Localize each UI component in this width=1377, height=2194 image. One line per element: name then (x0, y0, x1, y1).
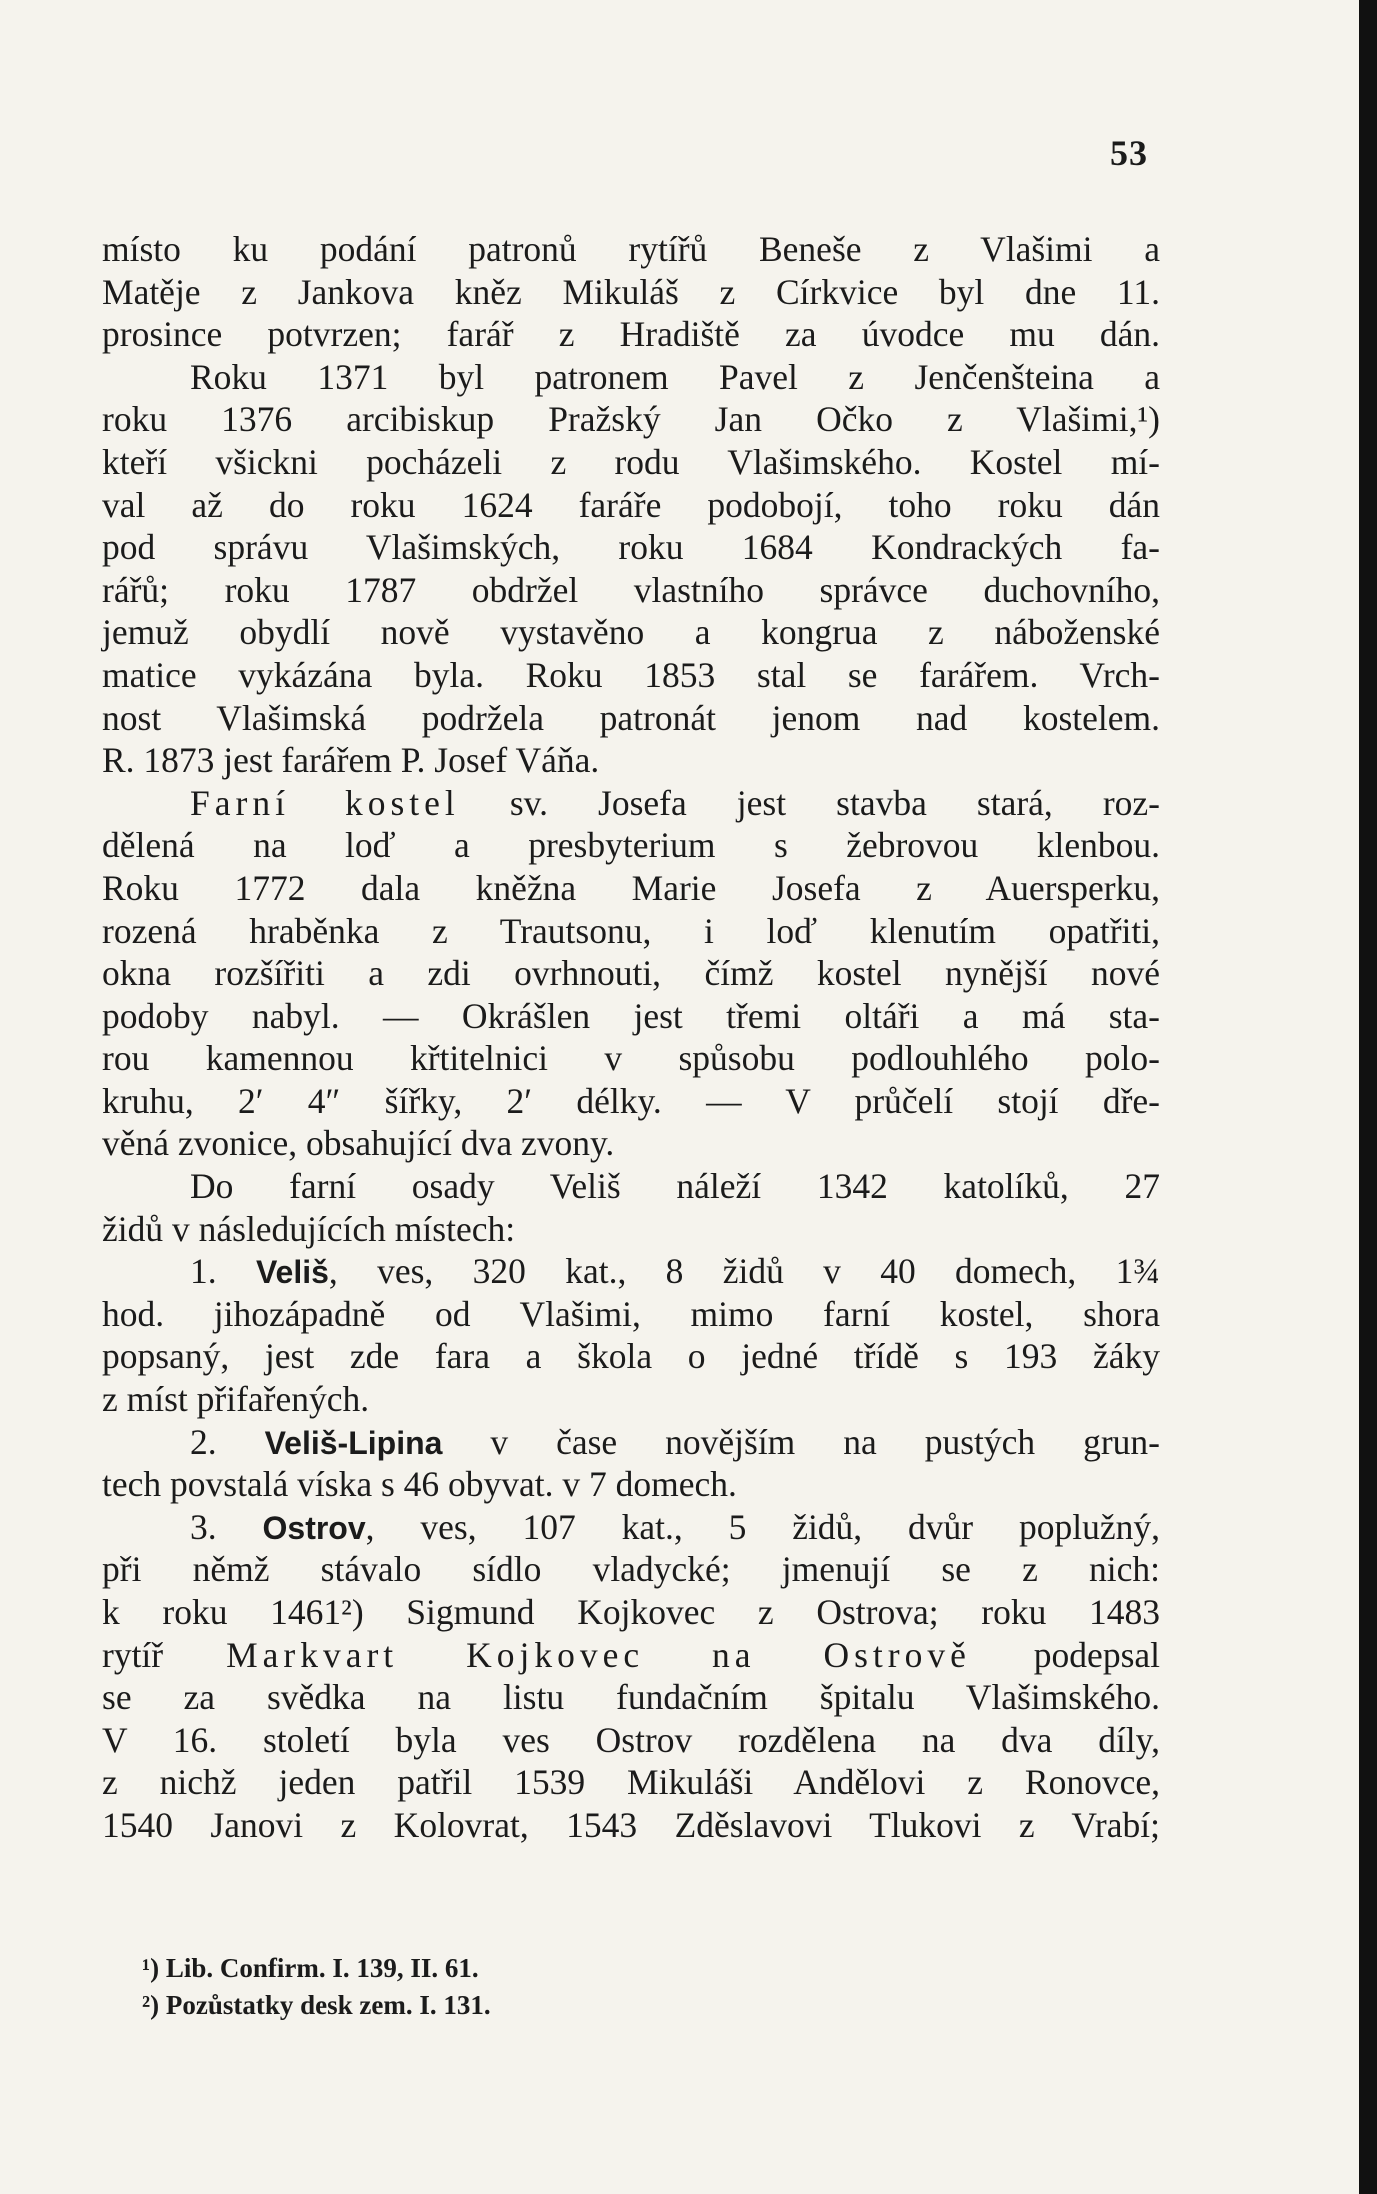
line-text: Matěje z Jankova kněz Mikuláš z Církvice byl dne 11. (102, 271, 1160, 312)
text-line (102, 526, 1160, 569)
line-text: roku 1376 arcibiskup Pražský Jan Očko z Vlašimi,¹) (102, 399, 1160, 440)
text-line (102, 1463, 1160, 1506)
line-text: pod správu Vlašimských, roku 1684 Kondrackých fa- (102, 527, 1160, 568)
text-line (102, 356, 1160, 399)
line-text: z nichž jeden patřil 1539 Mikuláši Andělovi z Ronovce, (102, 1762, 1160, 1803)
line-text: Roku 1772 dala kněžna Marie Josefa z Auersperku, (102, 867, 1160, 908)
footnote-2: ²) Pozůstatky desk zem. I. 131. (142, 1990, 491, 2020)
line-rest: podepsal (970, 1634, 1161, 1675)
line-text: okna rozšířiti a zdi ovrhnouti, čímž kostel nynější nové (102, 953, 1160, 994)
line-rest: v čase novějším na pustých grun- (442, 1421, 1160, 1462)
line-text: hod. jihozápadně od Vlašimi, mimo farní kostel, shora (102, 1293, 1160, 1334)
text-line (102, 313, 1160, 356)
text-line (102, 1719, 1160, 1762)
spaced-emphasis: Markvart Kojkovec na Ostrově (226, 1634, 971, 1675)
text-line (102, 1335, 1160, 1378)
line-rest: , ves, 107 kat., 5 židů, dvůr poplužný, (365, 1506, 1160, 1547)
text-line (102, 1676, 1160, 1719)
place-name: Ostrov (262, 1509, 366, 1546)
text-line (102, 995, 1160, 1038)
line-text: matice vykázána byla. Roku 1853 stal se farářem. Vrch- (102, 654, 1160, 695)
text-line (102, 484, 1160, 527)
text-line (102, 1804, 1160, 1847)
line-text: nost Vlašimská podržela patronát jenom nad kostelem. (102, 697, 1160, 738)
text-line (102, 569, 1160, 612)
text-line (102, 1421, 1160, 1464)
line-text: rářů; roku 1787 obdržel vlastního správce duchovního, (102, 569, 1160, 610)
line-prefix: rytíř (102, 1634, 227, 1675)
text-line (102, 611, 1160, 654)
spaced-emphasis: Farní kostel (190, 782, 460, 823)
text-line (102, 1761, 1160, 1804)
page-number: 53 (1110, 133, 1148, 173)
text-line (102, 824, 1160, 867)
footnotes (142, 1950, 1042, 2024)
text-line (102, 1208, 1160, 1251)
body-text (102, 228, 1160, 1847)
place-name: Veliš-Lipina (264, 1424, 443, 1461)
line-text: prosince potvrzen; farář z Hradiště za úvodce mu dán. (102, 314, 1160, 355)
item-number: 3. (190, 1506, 217, 1547)
line-text: val až do roku 1624 faráře podobojí, toho roku dán (102, 484, 1160, 525)
text-line (102, 1080, 1160, 1123)
line-text: jemuž obydlí nově vystavěno a kongrua z náboženské (102, 612, 1160, 653)
text-line (102, 952, 1160, 995)
text-line (102, 1250, 1160, 1293)
line-text: podoby nabyl. — Okrášlen jest třemi oltáři a má sta- (102, 995, 1160, 1036)
item-number: 2. (190, 1421, 217, 1462)
line-text: V 16. století byla ves Ostrov rozdělena na dva díly, (102, 1719, 1160, 1760)
line-text: tech povstalá víska s 46 obyvat. v 7 domech. (102, 1464, 737, 1505)
place-name: Veliš (255, 1254, 329, 1291)
line-text: při němž stávalo sídlo vladycké; jmenují se z nich: (102, 1549, 1160, 1590)
item-number: 1. (190, 1251, 217, 1292)
line-text: kteří všickni pocházeli z rodu Vlašimského. Kostel mí- (102, 441, 1160, 482)
text-line (102, 867, 1160, 910)
text-line (102, 1591, 1160, 1634)
text-line (102, 739, 1160, 782)
text-line (102, 228, 1160, 271)
text-line (102, 654, 1160, 697)
line-text: židů v následujících místech: (102, 1208, 516, 1249)
line-text: se za svědka na listu fundačním špitalu Vlašimského. (102, 1677, 1160, 1718)
text-line (102, 1165, 1160, 1208)
line-text: dělená na loď a presbyterium s žebrovou klenbou. (102, 825, 1160, 866)
line-text: místo ku podání patronů rytířů Beneše z Vlašimi a (102, 229, 1160, 269)
line-text: Do farní osady Veliš náleží 1342 katolíků, 27 (190, 1166, 1160, 1207)
line-rest: , ves, 320 kat., 8 židů v 40 domech, 1¾ (328, 1251, 1161, 1292)
line-text: popsaný, jest zde fara a škola o jedné třídě s 193 žáky (102, 1336, 1160, 1377)
text-line (102, 1293, 1160, 1336)
line-text: rou kamennou křtitelnici v spůsobu podlouhlého polo- (102, 1038, 1160, 1079)
line-text: k roku 1461²) Sigmund Kojkovec z Ostrova; roku 1483 (102, 1592, 1160, 1632)
text-line (102, 398, 1160, 441)
text-line (102, 910, 1160, 953)
text-line (102, 1037, 1160, 1080)
text-line (102, 782, 1160, 825)
footnote-1: ¹) Lib. Confirm. I. 139, II. 61. (142, 1953, 479, 1983)
text-line (102, 1634, 1160, 1677)
text-line (102, 1506, 1160, 1549)
text-line (102, 441, 1160, 484)
page-edge-shadow (1359, 0, 1377, 2194)
line-text: kruhu, 2′ 4″ šířky, 2′ délky. — V průčelí stojí dře- (102, 1080, 1160, 1121)
text-line (102, 1122, 1160, 1165)
line-text: 1540 Janovi z Kolovrat, 1543 Zděslavovi Tlukovi z Vrabí; (102, 1804, 1160, 1845)
line-text: R. 1873 jest farářem P. Josef Váňa. (102, 740, 600, 781)
text-line (102, 1378, 1160, 1421)
text-line (102, 697, 1160, 740)
line-text: Roku 1371 byl patronem Pavel z Jenčenšteina a (190, 356, 1160, 397)
line-rest: sv. Josefa jest stavba stará, roz- (459, 782, 1160, 823)
line-text: z míst přifařených. (102, 1379, 370, 1420)
text-line (102, 1548, 1160, 1591)
line-text: věná zvonice, obsahující dva zvony. (102, 1123, 615, 1164)
line-text: rozená hraběnka z Trautsonu, i loď klenutím opatřiti, (102, 910, 1160, 951)
text-line (102, 271, 1160, 314)
